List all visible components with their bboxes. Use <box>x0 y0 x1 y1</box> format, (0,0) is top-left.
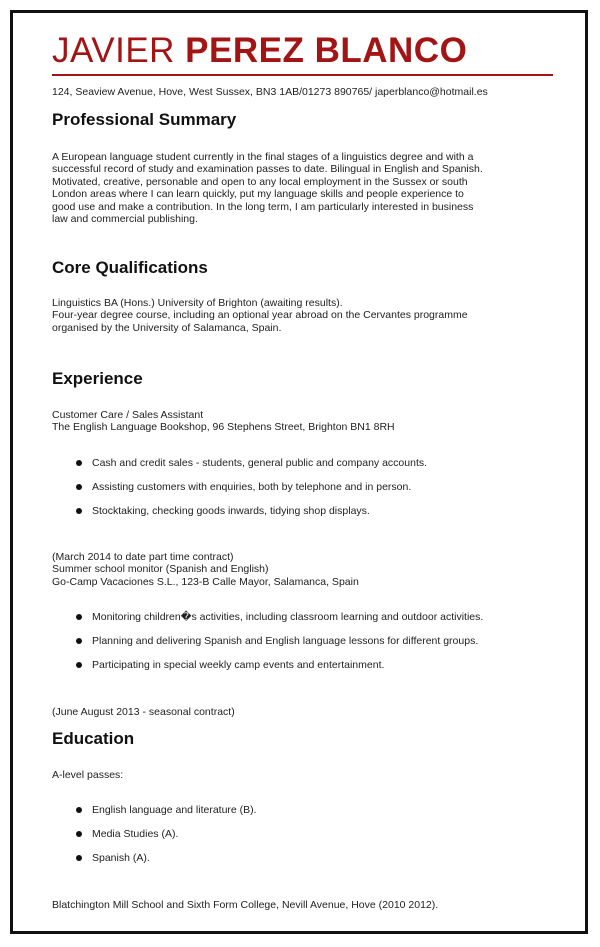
list-item: Stocktaking, checking goods inwards, tidying shop displays. <box>52 504 427 528</box>
job-title: Customer Care / Sales Assistant <box>52 409 204 421</box>
job-employer: The English Language Bookshop, 96 Stephens Street, Brighton BN1 8RH <box>52 421 395 434</box>
bullet-icon <box>76 638 82 644</box>
summary-line: successful record of study and examination passes to date. Bilingual in English and Spanish. <box>52 163 483 176</box>
header-divider <box>52 74 553 76</box>
summary-line: good use and make a contribution. In the long term, I am particularly interested in business <box>52 200 474 213</box>
bullet-icon <box>76 662 82 668</box>
job-period: (March 2014 to date part time contract) <box>52 551 234 563</box>
summary-heading: Professional Summary <box>52 110 237 129</box>
job-2-period: (June August 2013 - seasonal contract) <box>52 706 235 718</box>
bullet-icon <box>76 855 82 861</box>
job-1-duties <box>52 456 427 528</box>
job-2-duties <box>52 610 483 682</box>
bullet-icon <box>76 807 82 813</box>
bullet-icon <box>76 831 82 837</box>
job-1-details <box>52 409 544 434</box>
list-item: Assisting customers with enquiries, both by telephone and in person. <box>52 480 427 504</box>
summary-line: London areas where I can learn quickly, put my language skills and people experience to <box>52 188 464 201</box>
job-employer: Go-Camp Vacaciones S.L., 123-B Calle Mayor, Salamanca, Spain <box>52 575 359 588</box>
list-item: Planning and delivering Spanish and English language lessons for different groups. <box>52 634 483 658</box>
qualifications-heading: Core Qualifications <box>52 258 208 277</box>
school-details: Blatchington Mill School and Sixth Form College, Nevill Avenue, Hove (2010 2012). <box>52 899 439 911</box>
list-item: Media Studies (A). <box>52 827 257 851</box>
education-heading: Education <box>52 729 135 748</box>
first-name: JAVIER <box>52 31 175 70</box>
summary-line: Motivated, creative, personable and open to any local employment in the Sussex or south <box>52 175 468 188</box>
list-item: English language and literature (B). <box>52 803 257 827</box>
candidate-name <box>52 33 467 68</box>
summary-text <box>52 151 544 225</box>
bullet-icon <box>76 508 82 514</box>
list-item: Spanish (A). <box>52 851 257 875</box>
qualification-line: Linguistics BA (Hons.) University of Brighton (awaiting results). <box>52 297 343 309</box>
last-name: PEREZ BLANCO <box>185 31 468 70</box>
qualification-line: Four-year degree course, including an optional year abroad on the Cervantes programme <box>52 309 468 322</box>
summary-line: A European language student currently in the final stages of a linguistics degree and with a <box>52 151 474 163</box>
education-intro: A-level passes: <box>52 769 124 781</box>
contact-details: 124, Seaview Avenue, Hove, West Sussex, BN3 1AB/01273 890765/ japerblanco@hotmail.es <box>52 86 488 98</box>
job-title: Summer school monitor (Spanish and English) <box>52 563 269 576</box>
bullet-icon <box>76 614 82 620</box>
list-item: Cash and credit sales - students, general public and company accounts. <box>52 456 427 480</box>
bullet-icon <box>76 460 82 466</box>
job-2-details <box>52 551 544 588</box>
summary-line: law and commercial publishing. <box>52 213 198 226</box>
qualification-line: organised by the University of Salamanca, Spain. <box>52 321 282 334</box>
education-grades <box>52 803 257 875</box>
bullet-icon <box>76 484 82 490</box>
qualifications-text <box>52 297 544 334</box>
experience-heading: Experience <box>52 369 143 388</box>
list-item: Participating in special weekly camp events and entertainment. <box>52 658 483 682</box>
list-item: Monitoring children�s activities, including classroom learning and outdoor activities. <box>52 610 483 634</box>
